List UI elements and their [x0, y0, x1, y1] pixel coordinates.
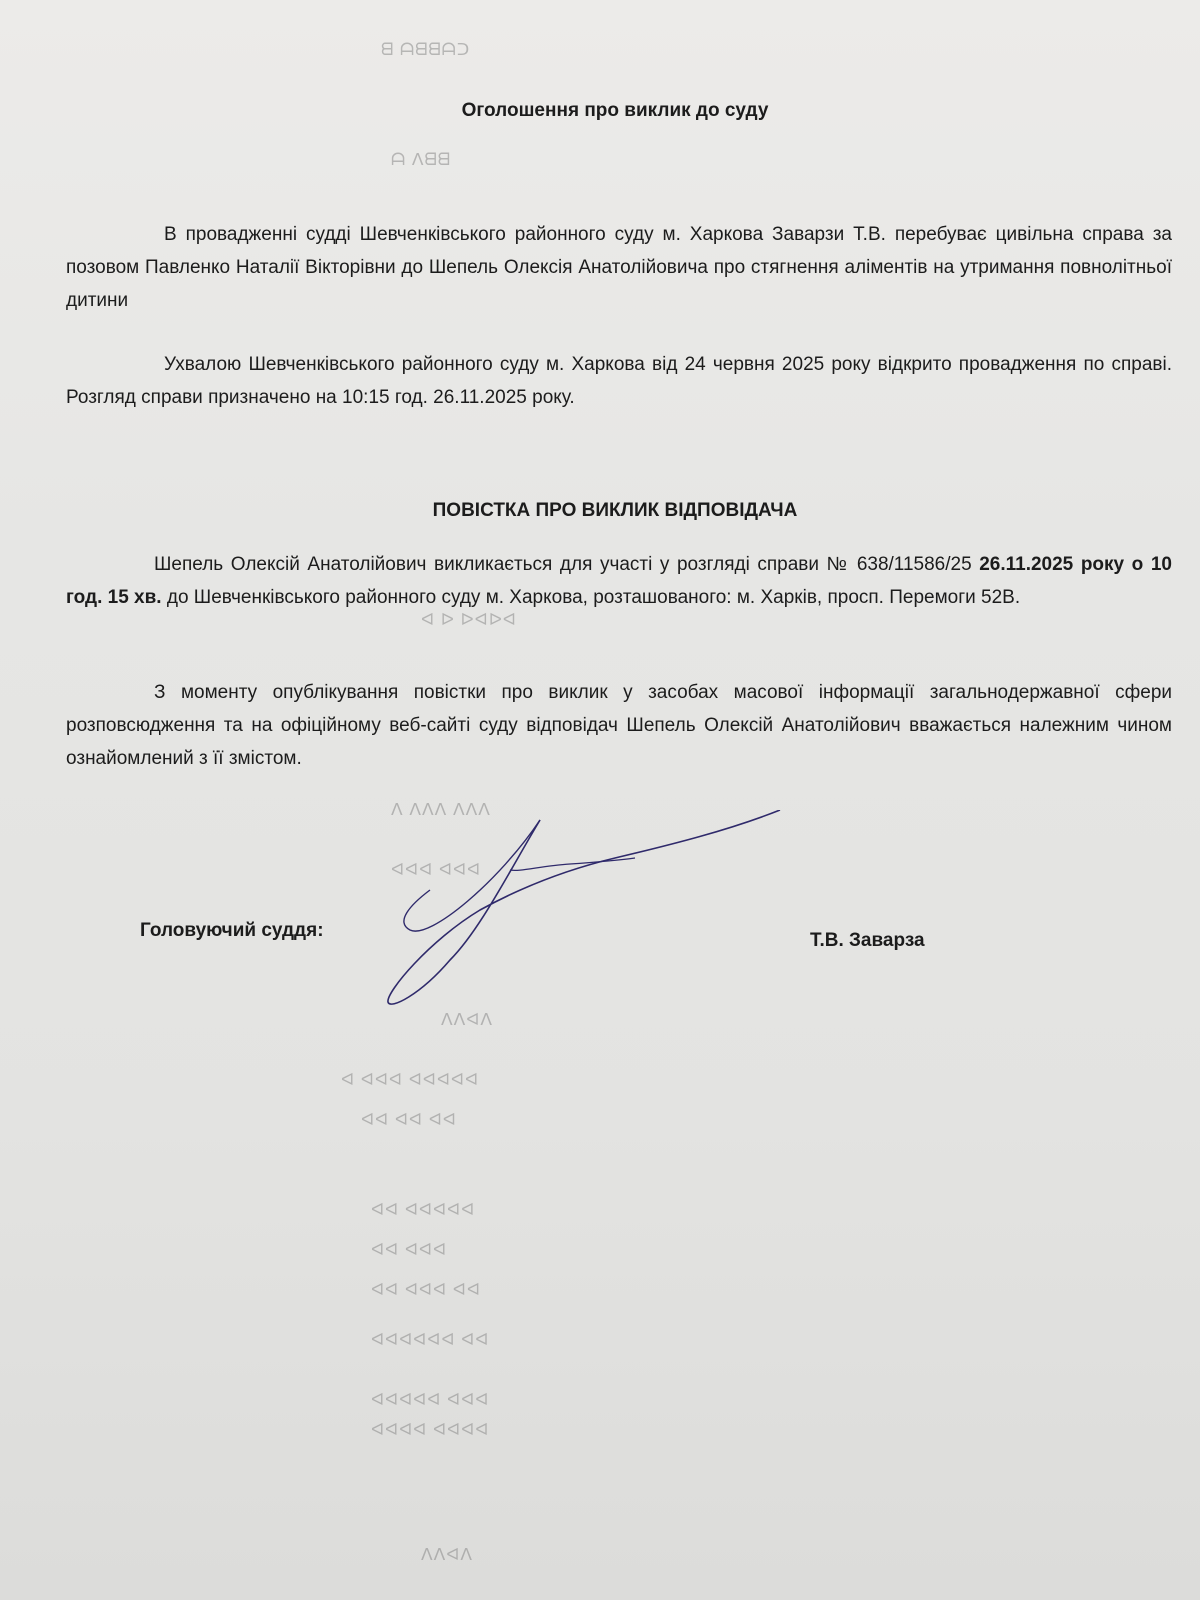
paragraph-ruling: Ухвалою Шевченківського районного суду м. Харкова від 24 червня 2025 року відкрито провадження по справі. Розгляд справи призначено на 10:15 год. 26.11.2025 року. [66, 354, 1172, 408]
presiding-judge-label: Головуючий суддя: [140, 920, 324, 941]
document-page: ᑕᗩᗷᗷᗩ ᗷ ᗷᗷᐱ ᗩ ᐅᐊᐅᐊ ᐊ ᐅ ᐱᐱᐱ ᐱᐱᐱ ᐱ ᐅᐅᐅ ᐅᐅᐅ ᐱᐅᐱᐱ ᐅᐅᐅᐅᐅ ᐅᐅᐅ ᐅ ᐅᐅ ᐅᐅ ᐅᐅ ᐅᐅᐅᐅᐅ ᐅᐅ ᐅᐅᐅ ᐅᐅ ᐅᐅ ᐅᐅᐅ ᐅᐅ ᐅᐅ ᐅᐅᐅᐅᐅᐅ ᐅᐅᐅ ᐅᐅᐅᐅᐅ ᐅᐅᐅᐅ ᐅᐅᐅᐅ ᐱᐅᐱᐱ Оголошення про виклик до суду В провадженні судді Шевченківського районного суду м. Харкова Заварзи Т.В. перебуває цивільна справа за позовом Павленко Наталії Вікторівни до Шепель Олексія Анатолійовича про стягнення аліментів на утримання повнолітньої дитини Ухвалою Шевченківського районного суду м. Харкова від 24 червня 2025 року відкрито провадження по справі. Розгляд справи призначено на 10:15 год. 26.11.2025 року. ПОВІСТКА ПРО ВИКЛИК ВІДПОВІДАЧА Шепель Олексій Анатолійович викликається для участі у розгляді справи № 638/11586/25 26.11.2025 року о 10 год. 15 хв. до Шевченківського районного суду м. Харкова, розташованого: м. Харків, просп. Перемоги 52В. З моменту опублікування повістки про виклик у засобах масової інформації загальнодержавної сфери розповсюдження та на офіційному веб-сайті суду відповідач Шепель Олексій Анатолійович вважається належним чином ознайомлений з її змістом. Головуючий суддя: Т.В. Заварза [66, 40, 1172, 1564]
paragraph-summons [66, 548, 1172, 614]
summons-text-end: до Шевченківського районного суду м. Харкова, розташованого: м. Харків, просп. Перемоги 52В. [161, 587, 1021, 608]
judge-name: Т.В. Заварза [810, 930, 925, 951]
document-title: Оголошення про виклик до суду [461, 100, 769, 121]
summons-heading: ПОВІСТКА ПРО ВИКЛИК ВІДПОВІДАЧА [432, 500, 798, 521]
hearing-datetime: 26.11.2025 року о 10 год. 15 хв. [66, 554, 1172, 608]
paragraph-case-info: В провадженні судді Шевченківського районного суду м. Харкова Заварзи Т.В. перебуває цивільна справа за позовом Павленко Наталії Вікторівни до Шепель Олексія Анатолійовича про стягнення аліментів на утримання повнолітньої дитини [66, 224, 1172, 311]
judge-signature [370, 810, 790, 1020]
summons-text-start: Шепель Олексій Анатолійович викликається для участі у розгляді справи № 638/11586/25 [154, 554, 980, 575]
paragraph-publication-notice: З моменту опублікування повістки про виклик у засобах масової інформації загальнодержавної сфери розповсюдження та на офіційному веб-сайті суду відповідач Шепель Олексій Анатолійович вважається належним чином ознайомлений з її змістом. [66, 682, 1172, 769]
